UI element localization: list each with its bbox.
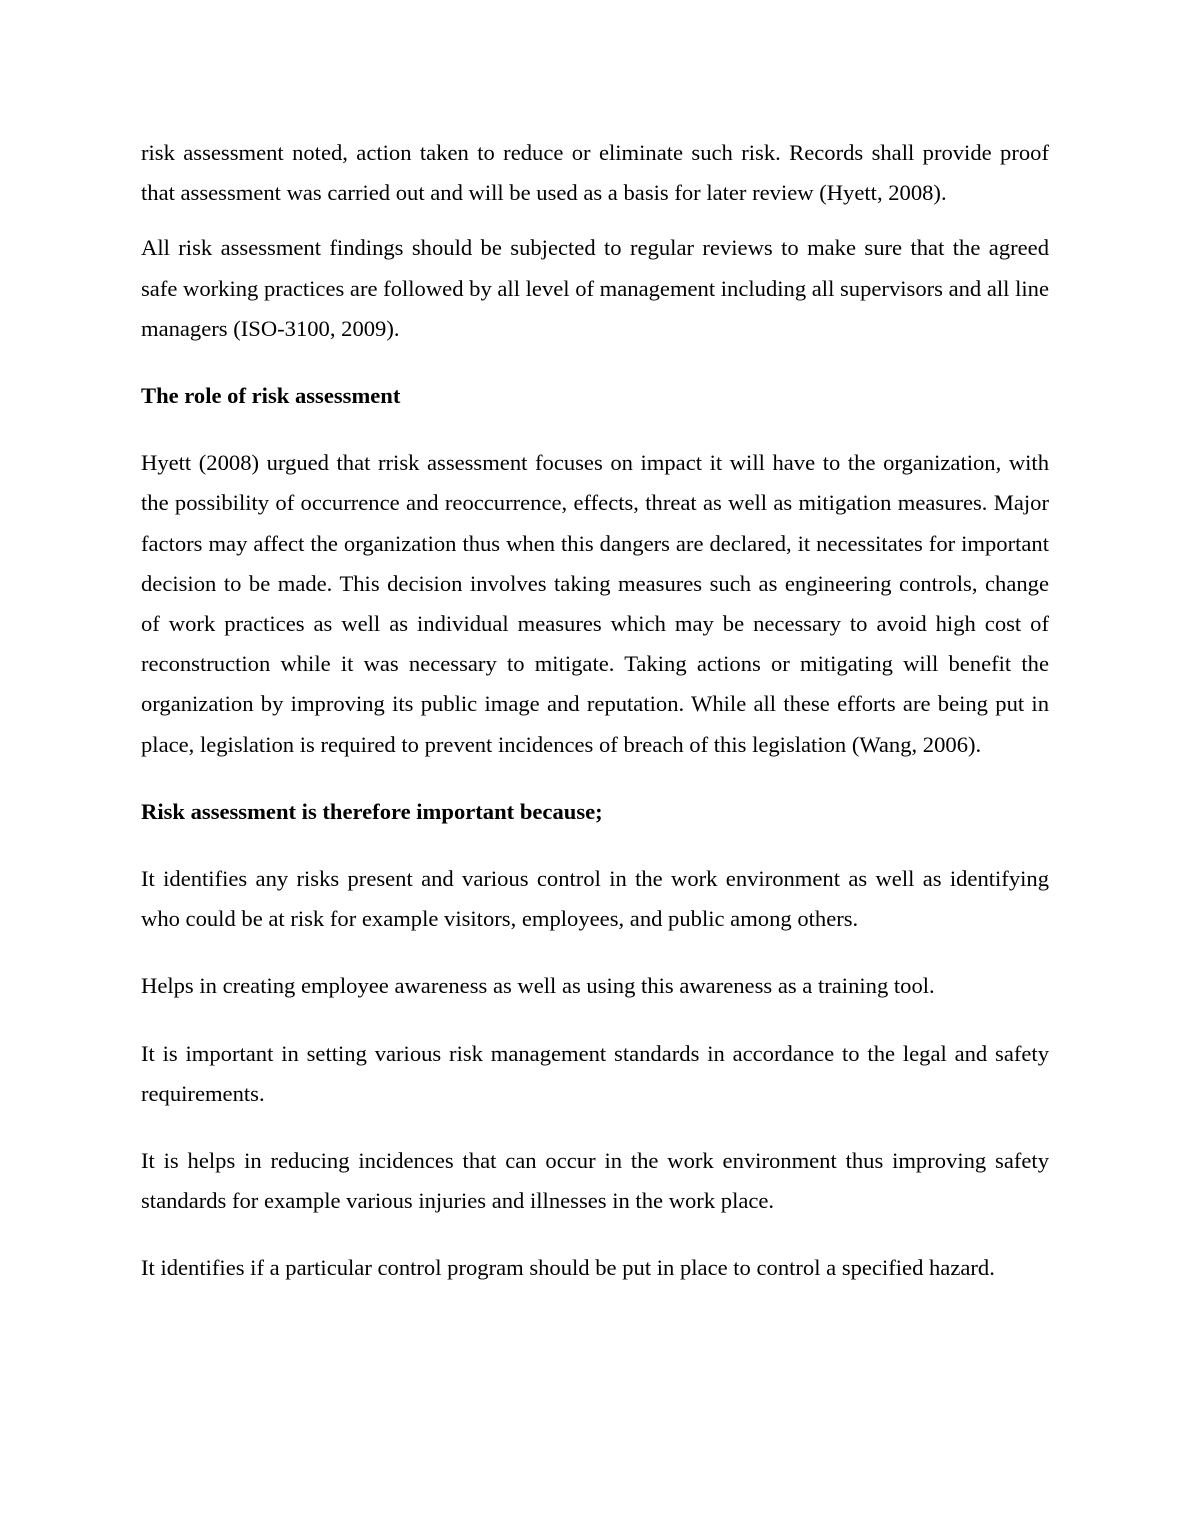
paragraph-reviews: All risk assessment findings should be subjected to regular reviews to make sure that the agreed safe working practices are followed by all level of management including all supervisors and all line managers (ISO-3100, 2009). [141, 235, 1049, 341]
heading-role-of-risk-assessment: The role of risk assessment [141, 383, 401, 409]
list-item-standards: It is important in setting various risk management standards in accordance to the legal and safety requirements. [141, 1040, 1049, 1106]
list-item-reducing-incidences: It is helps in reducing incidences that can occur in the work environment thus improving safety standards for example various injuries and illnesses in the work place. [141, 1148, 1049, 1214]
paragraph-role: Hyett (2008) urgued that rrisk assessment focuses on impact it will have to the organization, with the possibility of occurrence and reoccurrence, effects, threat as well as mitigation measures. Major factors may affect the organization thus when this dangers are declared, it necessitates for important decision to be made. This decision involves taking measures such as engineering controls, change of work practices as well as individual measures which may be necessary to avoid high cost of reconstruction while it was necessary to mitigate. Taking actions or mitigating will benefit the organization by improving its public image and reputation. While all these efforts are being put in place, legislation is required to prevent incidences of breach of this legislation (Wang, 2006). [141, 450, 1049, 757]
list-item-identifies-risks: It identifies any risks present and various control in the work environment as well as identifying who could be at risk for example visitors, employees, and public among others. [141, 866, 1049, 932]
list-item-control-program: It identifies if a particular control program should be put in place to control a specified hazard. [141, 1255, 995, 1281]
paragraph-records: risk assessment noted, action taken to reduce or eliminate such risk. Records shall provide proof that assessment was carried out and will be used as a basis for later review (Hyett, 2008). [141, 140, 1049, 206]
list-item-employee-awareness: Helps in creating employee awareness as well as using this awareness as a training tool. [141, 973, 935, 999]
heading-importance: Risk assessment is therefore important because; [141, 798, 603, 824]
document-body [141, 133, 1049, 1289]
